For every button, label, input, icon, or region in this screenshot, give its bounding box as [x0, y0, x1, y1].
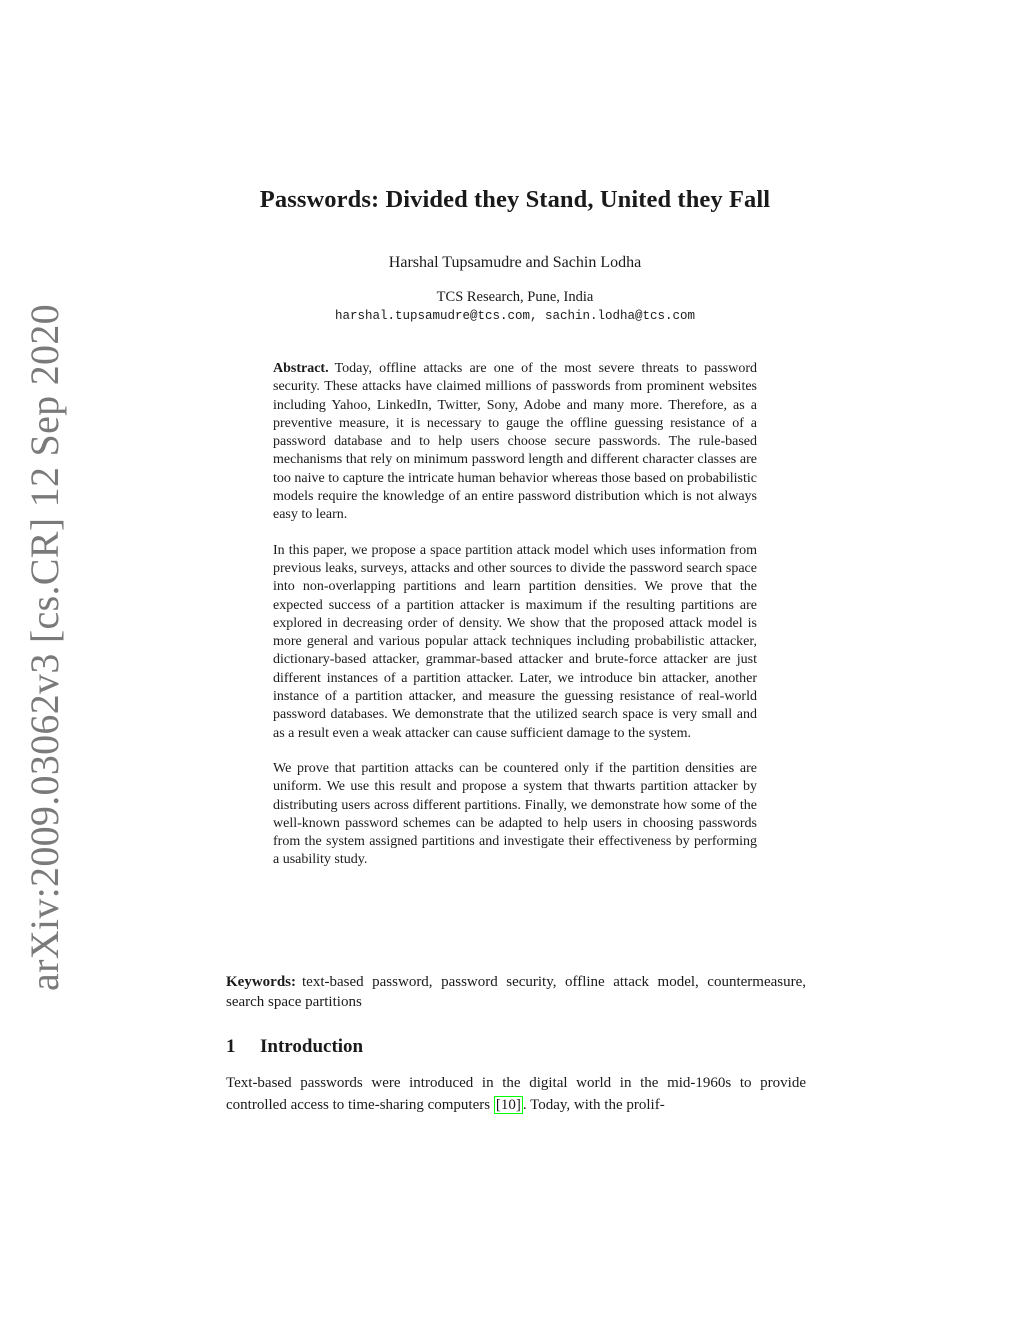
keywords-label: Keywords:	[226, 974, 296, 990]
abstract-section	[273, 360, 757, 887]
section-heading-introduction	[226, 1036, 363, 1058]
author-emails: harshal.tupsamudre@tcs.com, sachin.lodha@tcs.com	[334, 309, 696, 323]
paper-title: Passwords: Divided they Stand, United they Fall	[259, 186, 771, 213]
keywords-text: text-based password, password security, offline attack model, countermeasure, search space partitions	[226, 974, 806, 1010]
section-title: Introduction	[260, 1036, 364, 1057]
abstract-label: Abstract.	[273, 361, 329, 376]
intro-text-after-citation: . Today, with the prolif-	[522, 1096, 665, 1113]
arxiv-identifier-stamp	[16, 303, 72, 991]
abstract-paragraph	[273, 360, 757, 525]
abstract-paragraph-1-text: Today, offline attacks are one of the most severe threats to password security. These attacks have claimed millions of passwords from prominent websites including Yahoo, LinkedIn, Twitter, Sony, Adobe and many more. Therefore, as a preventive measure, it is necessary to gauge the offline guessing resistance of a password database and to help users choose secure passwords. The rule-based mechanisms that rely on minimum password length and different character classes are too naive to capture the intricate human behavior whereas those based on probabilistic models require the knowledge of an entire password distribution which is not always easy to learn.	[273, 361, 757, 523]
abstract-paragraph: We prove that partition attacks can be countered only if the partition densities are uniform. We use this result and propose a system that thwarts partition attacker by distributing users across different partitions. Finally, we demonstrate how some of the well-known password schemes can be adapted to help users in choosing passwords from the system assigned partitions and investigate their effectiveness by performing a usability study.	[273, 760, 757, 868]
section-number: 1	[226, 1036, 236, 1057]
abstract-paragraph: In this paper, we propose a space partition attack model which uses information from previous leaks, surveys, attacks and other sources to divide the password search space into non-overlapping partitions and learn partition densities. We prove that the expected success of a partition attacker is maximum if the resulting partitions are explored in decreasing order of density. We show that the proposed attack model is more general and various popular attack techniques including probabilistic attacker, dictionary-based attacker, grammar-based attacker and brute-force attacker are just different instances of a partition attacker. Later, we introduce bin attacker, another instance of a partition attacker, and measure the guessing resistance of real-world password databases. We demonstrate that the utilized search space is very small and as a result even a weak attacker can cause sufficient damage to the system.	[273, 542, 757, 741]
author-list: Harshal Tupsamudre and Sachin Lodha	[388, 254, 642, 271]
introduction-body	[226, 1073, 806, 1116]
author-affiliation: TCS Research, Pune, India	[436, 289, 594, 305]
intro-text-before-citation: Text-based passwords were introduced in the digital world in the mid-1960s to provide controlled access to time-sharing computers	[226, 1075, 806, 1113]
arxiv-identifier-text: arXiv:2009.03062v3 [cs.CR] 12 Sep 2020	[21, 303, 67, 991]
introduction-paragraph	[226, 1073, 806, 1116]
citation-link[interactable]: [10]	[495, 1096, 521, 1113]
keywords-section	[226, 972, 806, 1012]
